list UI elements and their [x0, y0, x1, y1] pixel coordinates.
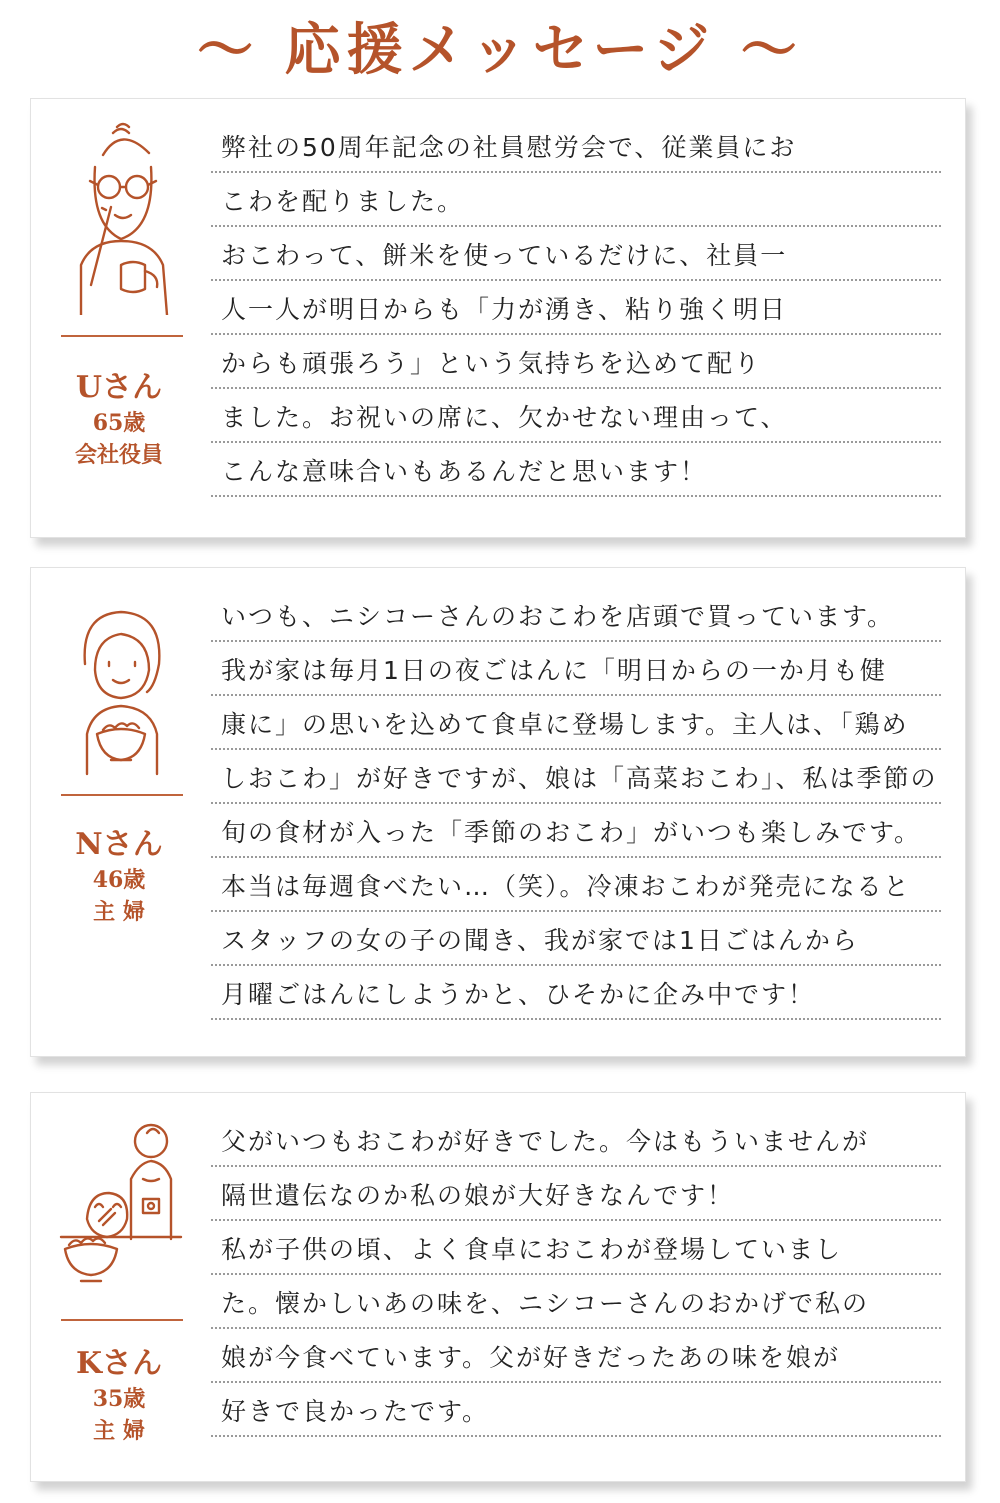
person-name: Nさん — [75, 827, 163, 862]
message-line: 康に」の思いを込めて食卓に登場します。主人は、「鶏め — [211, 696, 941, 750]
person-info — [31, 826, 207, 928]
message-line: ました。お祝いの席に、欠かせない理由って、 — [211, 389, 941, 443]
message-line: 弊社の50周年記念の社員慰労会で、従業員にお — [211, 119, 941, 173]
message-line: 人一人が明日からも「力が湧き、粘り強く明日 — [211, 281, 941, 335]
message-card-n — [30, 567, 966, 1057]
message-line: 好きで良かったです。 — [211, 1383, 941, 1437]
message-line: おこわって、餅米を使っているだけに、社員一 — [211, 227, 941, 281]
person-info — [31, 369, 207, 471]
message-lines — [211, 588, 941, 1020]
person-age: 35歳 — [92, 1386, 146, 1412]
person-name: Kさん — [75, 1346, 163, 1381]
message-line: 父がいつもおこわが好きでした。今はもういませんが — [211, 1113, 941, 1167]
message-lines — [211, 119, 941, 497]
message-line: 我が家は毎月1日の夜ごはんに「明日からの一か月も健 — [211, 642, 941, 696]
person-role: 会社役員 — [74, 442, 163, 468]
mother-and-child-eating-icon — [51, 1109, 191, 1309]
message-line: 隔世遺伝なのか私の娘が大好きなんです！ — [211, 1167, 941, 1221]
message-line: こんな意味合いもあるんだと思います！ — [211, 443, 941, 497]
message-line: しおこわ」が好きですが、娘は「高菜おこわ」、私は季節の — [211, 750, 941, 804]
divider — [61, 335, 183, 337]
message-line: スタッフの女の子の聞き、我が家では1日ごはんから — [211, 912, 941, 966]
person-info — [31, 1345, 207, 1447]
page-title: 〜 応援メッセージ 〜 — [197, 18, 803, 83]
person-name: Uさん — [75, 370, 163, 405]
message-line: 私が子供の頃、よく食卓におこわが登場していまし — [211, 1221, 941, 1275]
person-role: 主 婦 — [93, 899, 145, 925]
message-line: 旬の食材が入った「季節のおこわ」がいつも楽しみです。 — [211, 804, 941, 858]
message-line: いつも、ニシコーさんのおこわを店頭で買っています。 — [211, 588, 941, 642]
profile — [31, 1093, 207, 1481]
message-line: た。懐かしいあの味を、ニシコーさんのおかげで私の — [211, 1275, 941, 1329]
message-line: 月曜ごはんにしようかと、ひそかに企み中です！ — [211, 966, 941, 1020]
divider — [61, 794, 183, 796]
message-line: こわを配りました。 — [211, 173, 941, 227]
message-card-u — [30, 98, 966, 538]
message-line: からも頑張ろう」という気持ちを込めて配り — [211, 335, 941, 389]
divider — [61, 1319, 183, 1321]
woman-holding-bowl-icon — [51, 584, 191, 784]
message-line: 本当は毎週食べたい…（笑）。冷凍おこわが発売になると — [211, 858, 941, 912]
elderly-man-eating-icon — [51, 115, 191, 315]
person-age: 46歳 — [92, 867, 146, 893]
message-card-k — [30, 1092, 966, 1482]
person-age: 65歳 — [92, 410, 146, 436]
message-line: 娘が今食べています。父が好きだったあの味を娘が — [211, 1329, 941, 1383]
message-lines — [211, 1113, 941, 1437]
profile — [31, 99, 207, 537]
profile — [31, 568, 207, 1056]
person-role: 主 婦 — [93, 1418, 145, 1444]
